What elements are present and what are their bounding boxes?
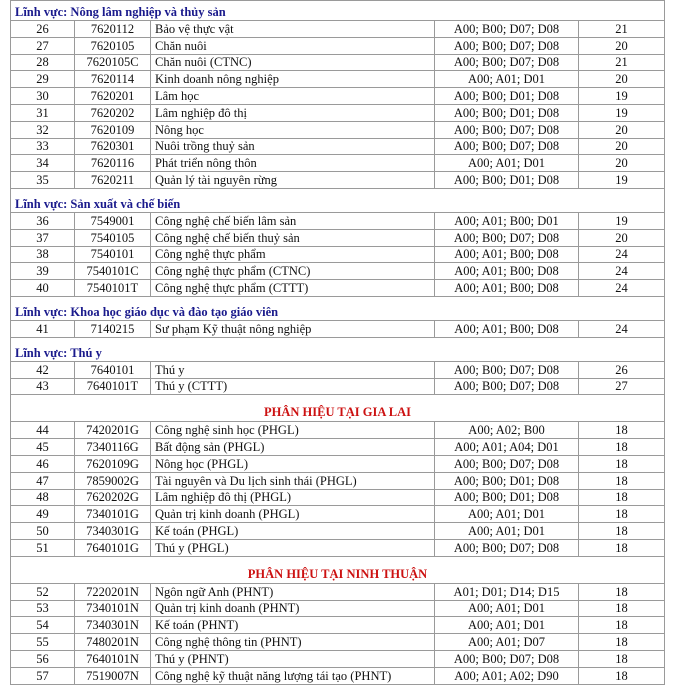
benchmark-score: 19 xyxy=(579,88,665,105)
major-code: 7540101T xyxy=(75,280,151,297)
table-row xyxy=(11,138,665,155)
subject-combination: A00; B00; D01; D08 xyxy=(435,104,579,121)
row-index: 51 xyxy=(11,539,75,556)
major-name: Kinh doanh nông nghiệp xyxy=(151,71,435,88)
subject-combination: A00; A01; D01 xyxy=(435,71,579,88)
subject-combination: A00; B00; D07; D08 xyxy=(435,539,579,556)
table-row xyxy=(11,88,665,105)
table-row xyxy=(11,650,665,667)
subject-combination: A00; B00; D07; D08 xyxy=(435,650,579,667)
subject-combination: A00; B00; D01; D08 xyxy=(435,172,579,189)
major-name: Tài nguyên và Du lịch sinh thái (PHGL) xyxy=(151,472,435,489)
benchmark-score: 18 xyxy=(579,667,665,684)
major-code: 7620202G xyxy=(75,489,151,506)
benchmark-score: 20 xyxy=(579,155,665,172)
table-row xyxy=(11,539,665,556)
major-code: 7549001 xyxy=(75,212,151,229)
table-row xyxy=(11,489,665,506)
subject-combination: A00; B00; D07; D08 xyxy=(435,361,579,378)
major-name: Chăn nuôi xyxy=(151,37,435,54)
major-name: Thú y (CTTT) xyxy=(151,378,435,395)
table-row xyxy=(11,104,665,121)
benchmark-score: 18 xyxy=(579,455,665,472)
benchmark-score: 21 xyxy=(579,54,665,71)
table-row xyxy=(11,155,665,172)
major-name: Kế toán (PHGL) xyxy=(151,523,435,540)
major-name: Nông học xyxy=(151,121,435,138)
major-code: 7620201 xyxy=(75,88,151,105)
table-row xyxy=(11,667,665,684)
benchmark-score: 18 xyxy=(579,489,665,506)
major-name: Quản trị kinh doanh (PHNT) xyxy=(151,600,435,617)
benchmark-score: 18 xyxy=(579,523,665,540)
row-index: 36 xyxy=(11,212,75,229)
row-index: 40 xyxy=(11,280,75,297)
table-row xyxy=(11,506,665,523)
table-row xyxy=(11,583,665,600)
table-row xyxy=(11,439,665,456)
major-code: 7480201N xyxy=(75,634,151,651)
subject-combination: A00; B00; D01; D08 xyxy=(435,88,579,105)
benchmark-score: 18 xyxy=(579,506,665,523)
subject-combination: A00; A01; B00; D08 xyxy=(435,263,579,280)
subject-combination: A00; B00; D07; D08 xyxy=(435,455,579,472)
major-name: Bất động sản (PHGL) xyxy=(151,439,435,456)
sector-header-row xyxy=(11,188,665,212)
subject-combination: A00; A02; B00 xyxy=(435,422,579,439)
major-name: Chăn nuôi (CTNC) xyxy=(151,54,435,71)
major-code: 7620112 xyxy=(75,21,151,38)
major-code: 7620114 xyxy=(75,71,151,88)
subject-combination: A00; B00; D07; D08 xyxy=(435,229,579,246)
row-index: 43 xyxy=(11,378,75,395)
major-code: 7340301N xyxy=(75,617,151,634)
table-row xyxy=(11,212,665,229)
row-index: 44 xyxy=(11,422,75,439)
major-name: Công nghệ thực phẩm (CTTT) xyxy=(151,280,435,297)
benchmark-score: 21 xyxy=(579,21,665,38)
major-name: Công nghệ chế biến lâm sản xyxy=(151,212,435,229)
row-index: 56 xyxy=(11,650,75,667)
benchmark-score: 27 xyxy=(579,378,665,395)
benchmark-score: 20 xyxy=(579,138,665,155)
branch-title: PHÂN HIỆU TẠI NINH THUẬN xyxy=(11,556,665,583)
major-code: 7540101 xyxy=(75,246,151,263)
subject-combination: A00; A01; B00; D08 xyxy=(435,320,579,337)
sector-header-row xyxy=(11,337,665,361)
major-name: Lâm nghiệp đô thị (PHGL) xyxy=(151,489,435,506)
major-code: 7620116 xyxy=(75,155,151,172)
major-name: Công nghệ kỹ thuật năng lượng tái tạo (PHNT) xyxy=(151,667,435,684)
sector-header-row xyxy=(11,1,665,21)
row-index: 45 xyxy=(11,439,75,456)
table-row xyxy=(11,600,665,617)
subject-combination: A00; A01; D07 xyxy=(435,634,579,651)
branch-header-row xyxy=(11,395,665,422)
table-row xyxy=(11,455,665,472)
subject-combination: A00; A01; D01 xyxy=(435,600,579,617)
benchmark-score: 18 xyxy=(579,439,665,456)
major-code: 7340116G xyxy=(75,439,151,456)
row-index: 46 xyxy=(11,455,75,472)
major-name: Ngôn ngữ Anh (PHNT) xyxy=(151,583,435,600)
major-name: Công nghệ chế biến thuỷ sản xyxy=(151,229,435,246)
benchmark-score: 18 xyxy=(579,422,665,439)
sector-title: Lĩnh vực: Thú y xyxy=(11,337,665,361)
row-index: 41 xyxy=(11,320,75,337)
row-index: 55 xyxy=(11,634,75,651)
row-index: 28 xyxy=(11,54,75,71)
major-code: 7420201G xyxy=(75,422,151,439)
benchmark-score: 24 xyxy=(579,320,665,337)
row-index: 42 xyxy=(11,361,75,378)
sector-title: Lĩnh vực: Sản xuất và chế biến xyxy=(11,188,665,212)
subject-combination: A00; B00; D07; D08 xyxy=(435,21,579,38)
benchmark-score: 18 xyxy=(579,472,665,489)
table-row xyxy=(11,21,665,38)
row-index: 32 xyxy=(11,121,75,138)
row-index: 57 xyxy=(11,667,75,684)
major-code: 7519007N xyxy=(75,667,151,684)
major-name: Bảo vệ thực vật xyxy=(151,21,435,38)
major-name: Sư phạm Kỹ thuật nông nghiệp xyxy=(151,320,435,337)
major-name: Quản trị kinh doanh (PHGL) xyxy=(151,506,435,523)
table-body xyxy=(11,1,665,685)
row-index: 38 xyxy=(11,246,75,263)
row-index: 29 xyxy=(11,71,75,88)
branch-header-row xyxy=(11,556,665,583)
row-index: 37 xyxy=(11,229,75,246)
benchmark-score: 20 xyxy=(579,37,665,54)
major-code: 7640101G xyxy=(75,539,151,556)
sector-title: Lĩnh vực: Nông lâm nghiệp và thủy sản xyxy=(11,1,665,21)
table-row xyxy=(11,263,665,280)
major-code: 7140215 xyxy=(75,320,151,337)
major-code: 7640101N xyxy=(75,650,151,667)
table-row xyxy=(11,229,665,246)
row-index: 52 xyxy=(11,583,75,600)
table-row xyxy=(11,523,665,540)
benchmark-score: 18 xyxy=(579,600,665,617)
major-code: 7220201N xyxy=(75,583,151,600)
subject-combination: A00; B00; D07; D08 xyxy=(435,54,579,71)
major-code: 7620211 xyxy=(75,172,151,189)
row-index: 50 xyxy=(11,523,75,540)
major-name: Lâm học xyxy=(151,88,435,105)
major-code: 7640101T xyxy=(75,378,151,395)
row-index: 27 xyxy=(11,37,75,54)
benchmark-score: 18 xyxy=(579,539,665,556)
major-code: 7620109G xyxy=(75,455,151,472)
major-name: Kế toán (PHNT) xyxy=(151,617,435,634)
row-index: 48 xyxy=(11,489,75,506)
table-row xyxy=(11,54,665,71)
table-row xyxy=(11,280,665,297)
row-index: 47 xyxy=(11,472,75,489)
sector-header-row xyxy=(11,296,665,320)
benchmark-score: 18 xyxy=(579,634,665,651)
subject-combination: A00; A01; B00; D08 xyxy=(435,246,579,263)
major-code: 7859002G xyxy=(75,472,151,489)
major-name: Nông học (PHGL) xyxy=(151,455,435,472)
major-name: Công nghệ thực phẩm (CTNC) xyxy=(151,263,435,280)
major-name: Quản lý tài nguyên rừng xyxy=(151,172,435,189)
major-name: Công nghệ thực phẩm xyxy=(151,246,435,263)
benchmark-score: 19 xyxy=(579,212,665,229)
table-row xyxy=(11,37,665,54)
subject-combination: A00; A01; D01 xyxy=(435,155,579,172)
benchmark-score: 20 xyxy=(579,229,665,246)
row-index: 39 xyxy=(11,263,75,280)
admission-score-table xyxy=(10,0,665,685)
major-name: Công nghệ thông tin (PHNT) xyxy=(151,634,435,651)
major-code: 7540101C xyxy=(75,263,151,280)
row-index: 54 xyxy=(11,617,75,634)
row-index: 31 xyxy=(11,104,75,121)
row-index: 35 xyxy=(11,172,75,189)
table-row xyxy=(11,422,665,439)
major-code: 7340101G xyxy=(75,506,151,523)
subject-combination: A00; A01; D01 xyxy=(435,523,579,540)
table-row xyxy=(11,361,665,378)
subject-combination: A00; A01; A04; D01 xyxy=(435,439,579,456)
row-index: 53 xyxy=(11,600,75,617)
benchmark-score: 24 xyxy=(579,246,665,263)
sector-title: Lĩnh vực: Khoa học giáo dục và đào tạo giáo viên xyxy=(11,296,665,320)
subject-combination: A00; B00; D01; D08 xyxy=(435,489,579,506)
table-row xyxy=(11,634,665,651)
major-code: 7620202 xyxy=(75,104,151,121)
subject-combination: A00; A01; B00; D01 xyxy=(435,212,579,229)
major-name: Nuôi trồng thuỷ sản xyxy=(151,138,435,155)
subject-combination: A00; B00; D07; D08 xyxy=(435,37,579,54)
benchmark-score: 20 xyxy=(579,121,665,138)
row-index: 33 xyxy=(11,138,75,155)
table-row xyxy=(11,71,665,88)
benchmark-score: 26 xyxy=(579,361,665,378)
benchmark-score: 24 xyxy=(579,263,665,280)
benchmark-score: 19 xyxy=(579,172,665,189)
major-name: Thú y xyxy=(151,361,435,378)
major-code: 7620301 xyxy=(75,138,151,155)
branch-title: PHÂN HIỆU TẠI GIA LAI xyxy=(11,395,665,422)
table-row xyxy=(11,378,665,395)
table-row xyxy=(11,172,665,189)
benchmark-score: 24 xyxy=(579,280,665,297)
table-row xyxy=(11,246,665,263)
major-name: Thú y (PHGL) xyxy=(151,539,435,556)
subject-combination: A00; A01; D01 xyxy=(435,506,579,523)
major-name: Công nghệ sinh học (PHGL) xyxy=(151,422,435,439)
row-index: 34 xyxy=(11,155,75,172)
benchmark-score: 20 xyxy=(579,71,665,88)
benchmark-score: 18 xyxy=(579,617,665,634)
subject-combination: A00; A01; A02; D90 xyxy=(435,667,579,684)
subject-combination: A00; A01; B00; D08 xyxy=(435,280,579,297)
row-index: 49 xyxy=(11,506,75,523)
subject-combination: A00; A01; D01 xyxy=(435,617,579,634)
benchmark-score: 19 xyxy=(579,104,665,121)
row-index: 30 xyxy=(11,88,75,105)
major-code: 7340301G xyxy=(75,523,151,540)
major-code: 7640101 xyxy=(75,361,151,378)
subject-combination: A00; B00; D07; D08 xyxy=(435,138,579,155)
major-name: Lâm nghiệp đô thị xyxy=(151,104,435,121)
subject-combination: A00; B00; D07; D08 xyxy=(435,378,579,395)
major-code: 7620105C xyxy=(75,54,151,71)
table-row xyxy=(11,617,665,634)
major-code: 7620105 xyxy=(75,37,151,54)
major-name: Thú y (PHNT) xyxy=(151,650,435,667)
major-code: 7340101N xyxy=(75,600,151,617)
major-name: Phát triển nông thôn xyxy=(151,155,435,172)
benchmark-score: 18 xyxy=(579,583,665,600)
subject-combination: A00; B00; D01; D08 xyxy=(435,472,579,489)
table-row xyxy=(11,121,665,138)
subject-combination: A00; B00; D07; D08 xyxy=(435,121,579,138)
benchmark-score: 18 xyxy=(579,650,665,667)
major-code: 7540105 xyxy=(75,229,151,246)
row-index: 26 xyxy=(11,21,75,38)
subject-combination: A01; D01; D14; D15 xyxy=(435,583,579,600)
table-row xyxy=(11,320,665,337)
major-code: 7620109 xyxy=(75,121,151,138)
table-row xyxy=(11,472,665,489)
